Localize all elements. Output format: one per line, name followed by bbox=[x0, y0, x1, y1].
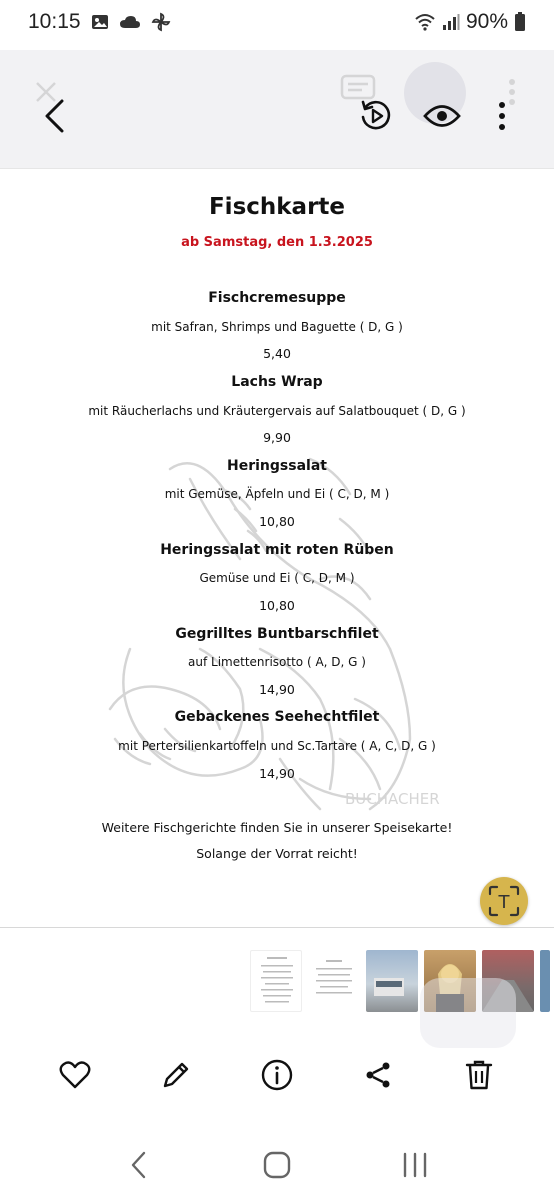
text-fab-label: T bbox=[498, 892, 510, 913]
signal-icon bbox=[442, 13, 460, 31]
dish-name: Gegrilltes Buntbarschfilet bbox=[175, 626, 379, 642]
thumbnail-menu-2[interactable] bbox=[308, 950, 360, 1012]
photo-action-bar bbox=[0, 1040, 554, 1110]
motion-photo-icon bbox=[359, 99, 393, 133]
menu-footer-note: Weitere Fischgerichte finden Sie in unserer Speisekarte! bbox=[101, 820, 453, 835]
back-button[interactable] bbox=[30, 92, 78, 140]
dish-price: 10,80 bbox=[259, 514, 295, 529]
dish-description: auf Limettenrisotto ( A, D, G ) bbox=[188, 655, 366, 669]
pinwheel-icon bbox=[151, 12, 171, 32]
status-bar bbox=[0, 0, 554, 44]
favorite-button[interactable] bbox=[49, 1049, 101, 1101]
view-button[interactable] bbox=[418, 92, 466, 140]
nav-back-button[interactable] bbox=[113, 1139, 165, 1191]
text-extract-button[interactable] bbox=[480, 877, 528, 925]
pencil-icon bbox=[161, 1060, 191, 1090]
dish-description: mit Räucherlachs und Kräutergervais auf Salatbouquet ( D, G ) bbox=[88, 404, 466, 418]
nav-recents-icon bbox=[401, 1152, 429, 1178]
heart-icon bbox=[59, 1060, 91, 1090]
back-arrow-icon bbox=[42, 98, 66, 134]
battery-percent: 90% bbox=[465, 10, 508, 33]
edit-button[interactable] bbox=[150, 1049, 202, 1101]
delete-button[interactable] bbox=[453, 1049, 505, 1101]
menu-footer-note: Solange der Vorrat reicht! bbox=[196, 846, 358, 861]
dish-price: 5,40 bbox=[263, 346, 291, 361]
trash-icon bbox=[465, 1059, 493, 1091]
status-time: 10:15 bbox=[28, 10, 81, 33]
dish-name: Heringssalat mit roten Rüben bbox=[160, 542, 394, 558]
dish-name: Lachs Wrap bbox=[231, 374, 323, 390]
watermark-signature: BUCHACHER bbox=[345, 790, 440, 808]
info-icon bbox=[261, 1059, 293, 1091]
thumbnail-bus-photo[interactable] bbox=[366, 950, 418, 1012]
text-scan-icon bbox=[487, 884, 521, 918]
share-button[interactable] bbox=[352, 1049, 404, 1101]
system-navigation-bar bbox=[0, 1130, 554, 1200]
wifi-icon bbox=[414, 13, 436, 31]
menu-subtitle: ab Samstag, den 1.3.2025 bbox=[181, 235, 373, 250]
battery-icon bbox=[514, 12, 526, 32]
dish-price: 9,90 bbox=[263, 430, 291, 445]
dish-description: Gemüse und Ei ( C, D, M ) bbox=[199, 571, 355, 585]
nav-home-button[interactable] bbox=[251, 1139, 303, 1191]
nav-recents-button[interactable] bbox=[389, 1139, 441, 1191]
thumbnail-partial[interactable] bbox=[540, 950, 550, 1012]
dish-description: mit Pertersilienkartoffeln und Sc.Tartare ( A, C, D, G ) bbox=[118, 739, 436, 753]
thumbnail-menu-1[interactable] bbox=[250, 950, 302, 1012]
eye-icon bbox=[423, 103, 461, 129]
gallery-notification-icon bbox=[91, 13, 109, 31]
dish-name: Gebackenes Seehechtfilet bbox=[174, 709, 380, 725]
motion-photo-button[interactable] bbox=[352, 92, 400, 140]
dish-name: Heringssalat bbox=[227, 458, 327, 474]
nav-back-icon bbox=[130, 1150, 148, 1180]
edit-fab-ghost bbox=[420, 978, 516, 1048]
share-icon bbox=[363, 1060, 393, 1090]
dish-price: 14,90 bbox=[259, 766, 295, 781]
more-vertical-icon bbox=[498, 101, 506, 131]
dish-description: mit Safran, Shrimps und Baguette ( D, G ) bbox=[151, 320, 403, 334]
more-options-button[interactable] bbox=[478, 92, 526, 140]
cloud-icon bbox=[119, 14, 141, 30]
nav-home-icon bbox=[263, 1151, 291, 1179]
menu-document-image[interactable] bbox=[0, 168, 554, 928]
dish-price: 10,80 bbox=[259, 598, 295, 613]
dish-description: mit Gemüse, Äpfeln und Ei ( C, D, M ) bbox=[164, 487, 390, 501]
dish-name: Fischcremesuppe bbox=[208, 290, 346, 306]
dish-price: 14,90 bbox=[259, 682, 295, 697]
menu-title: Fischkarte bbox=[208, 194, 346, 220]
viewer-app-bar bbox=[0, 50, 554, 180]
details-button[interactable] bbox=[251, 1049, 303, 1101]
